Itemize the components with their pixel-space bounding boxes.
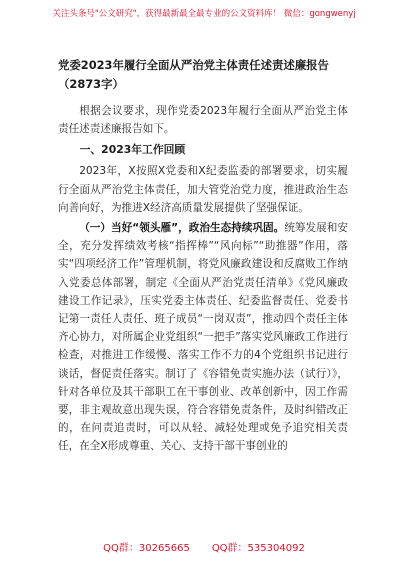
- section1-paragraph-1: 2023年，X按照X党委和X纪委监委的部署要求，切实履行全面从严治党主体责任，加大管党治党力度，推进政治生态向善向好，为推进X经济高质量发展提供了坚强保证。: [58, 165, 348, 214]
- section-heading-1: 一、2023年工作回顾: [79, 143, 186, 157]
- document-word-count: （2873字）: [58, 77, 124, 91]
- document-body: [58, 56, 348, 456]
- subsection-1-body: 统筹发展和安全，充分发挥绩效考核“指挥棒”“风向标”“助推器”作用，落实“四项经济工作”管理机制，将党风廉政建设和反腐败工作纳入党委总体部署，制定《全面从严治党责任清单》《党风廉政建设工作记录》，压实党委主体责任、纪委监督责任、党委书记第一责任人责任、班子成员“一岗双责”，推动四个责任主体齐心协力，对所属企业党组织“一把手”落实党风廉政工作进行检查，对推进工作缓慢、落实工作不力的4个党组织书记进行谈话，督促责任落实。制订了《容错免责实施办法（试行）》，针对各单位及其干部职工在干事创业、改革创新中，因工作需要，非主观故意出现失误，符合容错免责条件，及时纠错改正的，在问责追责时，可以从轻、减轻处理或免予追究相关责任，在全X形成尊重、关心、支持干部干事创业的: [58, 222, 348, 453]
- document-title: 党委2023年履行全面从严治党主体责任述责述廉报告: [58, 58, 329, 72]
- footer-qq-group-1: QQ群：30265665: [103, 543, 190, 554]
- subsection-1-heading: （一）当好“领头雁”，政治生态持续巩固。: [79, 222, 285, 235]
- subsection-1-paragraph: [58, 219, 348, 456]
- footer-qq-group-2: QQ群：535304092: [211, 543, 305, 554]
- intro-paragraph: 根据会议要求，现作党委2023年履行全面从严治党主体责任述责述廉报告如下。: [58, 105, 348, 136]
- footer-contacts: [0, 542, 408, 556]
- header-banner: 关注头条号"公文研究"，获得最新最全最专业的公文资料库！ 微信：gongwenyj: [52, 9, 356, 19]
